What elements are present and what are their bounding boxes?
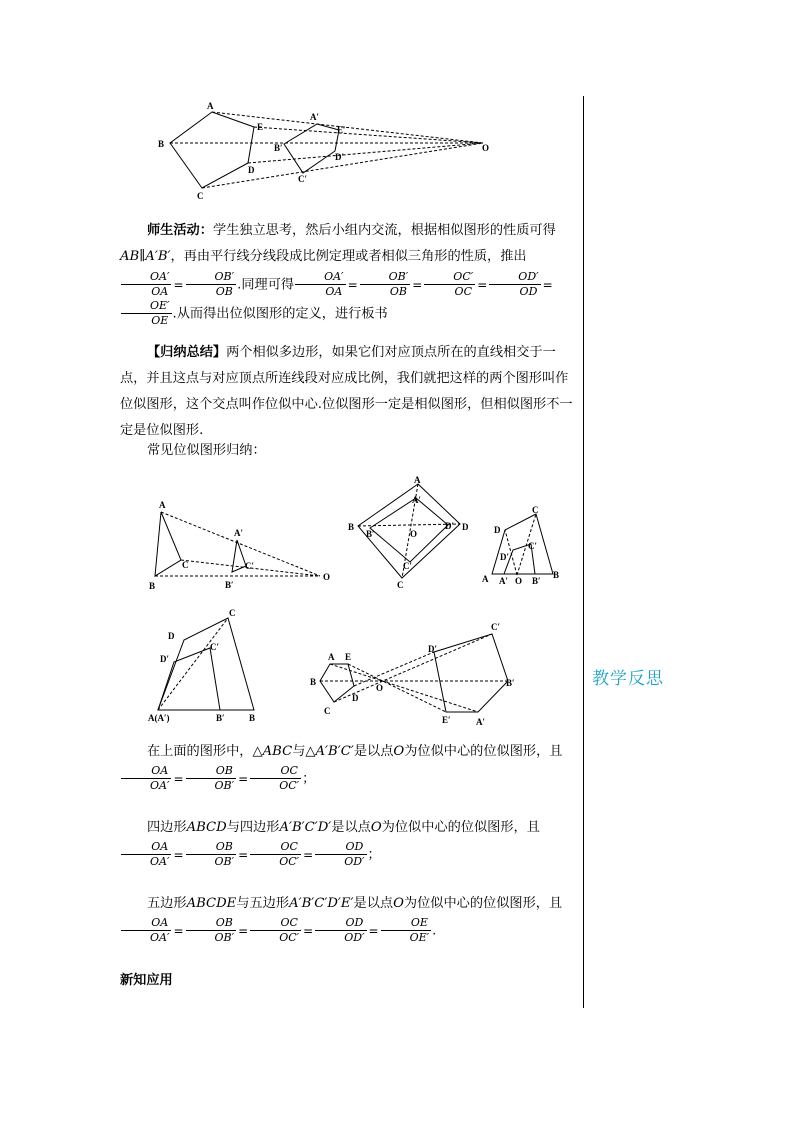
quadrilateral-homothety-paragraph: 四边形ABCD与四边形A′B′C′D′是以点O为位似中心的位似图形，且 $\frac{OA}{OA'}$ = $\frac{OB}{OB'}$ = $\frac{OC}{OC'}$ = $\frac{OD}{OD'}$ ； [120, 816, 578, 869]
fraction: $\frac{OC}{OC'}$ [250, 764, 301, 793]
column-divider [583, 96, 584, 1008]
label-B1: B′ [225, 580, 234, 590]
label-D: D [168, 631, 175, 641]
fraction: $\frac{OE}{OE'}$ [381, 916, 432, 945]
label-C: C [397, 580, 404, 590]
figure-trapezoid-homothety [478, 502, 570, 590]
pentagon-A1B1C1D1E1 [434, 634, 508, 712]
label-E1: E′ [442, 715, 451, 725]
summary-paragraph: 【归纳总结】两个相似多边形，如果它们对应顶点所在的直线相交于一点，并且这点与对应顶点所连线段对应成比例，我们就把这样的两个图形叫作位似图形，这个交点叫作位似中心.位似图形一定是相似图形，但相似图形不一定是位似图形. [120, 345, 573, 438]
label-B1: B′ [366, 529, 375, 539]
fraction: $\frac{OD}{OD'}$ [315, 840, 366, 869]
label-B: B [149, 581, 156, 591]
label-B1: B′ [532, 576, 541, 586]
fraction: $\frac{OA'}{OA}$ [121, 270, 171, 299]
label-B: B [553, 570, 560, 580]
label-C: C [182, 560, 189, 570]
label-C: C [197, 191, 204, 200]
label-C1: C′ [403, 561, 413, 571]
label-E1: E′ [337, 125, 346, 135]
label-O: O [482, 143, 490, 153]
label-E: E [257, 122, 264, 132]
figure-pentagon-opposite [308, 620, 523, 730]
fraction: $\frac{OD}{OD'}$ [315, 916, 366, 945]
label-O: O [410, 529, 418, 539]
activity-label: 师生活动： [147, 223, 213, 238]
sidebar-title: 教学反思 [592, 669, 664, 689]
fraction: $\frac{OC'}{OC}$ [424, 270, 475, 299]
fraction: $\frac{OB}{OB'}$ [186, 840, 237, 869]
label-O: O [376, 683, 384, 693]
fraction: $\frac{OB'}{OB}$ [186, 270, 237, 299]
label-B1: B′ [216, 713, 225, 723]
figure-rhombus-homothety [344, 474, 479, 592]
label-C1: C′ [528, 541, 538, 551]
label-O: O [515, 576, 523, 586]
triangle-homothety-paragraph: 在上面的图形中，△ABC与△A′B′C′是以点O为位似中心的位似图形，且 $\frac{OA}{OA'}$ = $\frac{OB}{OB'}$ = $\frac{OC}{OC'}$ ； [120, 740, 578, 793]
quad-A1B1C1D1 [370, 498, 448, 562]
label-C: C [229, 608, 236, 618]
label-A: A [159, 500, 166, 510]
label-B: B [348, 522, 355, 532]
fraction: $\frac{OB'}{OB}$ [360, 270, 411, 299]
label-A: A [207, 101, 214, 111]
activity-paragraph: 师生活动：学生独立思考，然后小组内交流，根据相似图形的性质可得AB∥A′B′，再由平行线分线段成比例定理或者相似三角形的性质，推出 $\frac{OA'}{OA}$ = $\frac{OB'}{OB}$ .同理可得 $\frac{OA'}{OA}$ = $\frac{OB'}{OB}$ = $\frac{OC'}{OC}$ = $\frac{OD'}{OD}$ = $\frac{OE'}{OE}$ .从而得出位似图形的定义，进行板书 [120, 223, 556, 327]
label-D1: D′ [428, 644, 438, 654]
label-D: D [352, 693, 359, 703]
label-C: C [532, 505, 539, 515]
label-E: E [345, 652, 352, 662]
label-A: A(A′) [148, 713, 170, 723]
label-A: A [328, 652, 335, 662]
common-figures-heading: 常见位似图形归纳： [147, 443, 266, 458]
pentagon-ABCDE [170, 112, 254, 188]
label-C1: C′ [298, 174, 308, 184]
label-D1: D′ [445, 521, 455, 531]
label-B: B [158, 139, 165, 149]
label-C1: C′ [210, 642, 220, 652]
fraction: $\frac{OB}{OB'}$ [186, 764, 237, 793]
figure-triangle-homothety [145, 496, 340, 594]
pentagon-ABCDE [320, 664, 354, 702]
fraction: $\frac{OE'}{OE}$ [121, 299, 172, 328]
label-A1: A′ [476, 717, 486, 727]
figure-quad-shared-vertex [146, 606, 266, 724]
label-B: B [310, 677, 317, 687]
fraction: $\frac{OC}{OC'}$ [250, 916, 301, 945]
label-B1: B′ [506, 678, 515, 688]
label-D1: D′ [335, 152, 345, 162]
new-knowledge-heading: 新知应用 [120, 973, 173, 988]
fraction: $\frac{OA'}{OA}$ [295, 270, 345, 299]
label-C1: C′ [491, 622, 501, 632]
fraction: $\frac{OA}{OA'}$ [121, 764, 171, 793]
label-B1: B′ [274, 143, 283, 153]
fraction: $\frac{OA}{OA'}$ [121, 916, 171, 945]
label-A1: A′ [499, 576, 509, 586]
figure-pentagon-homothety [150, 98, 500, 200]
label-C1: C′ [245, 561, 255, 571]
quad-ABCD [492, 514, 553, 574]
label-O: O [323, 572, 331, 582]
label-D: D [248, 165, 255, 175]
label-D1: D′ [160, 654, 170, 664]
fraction: $\frac{OC}{OC'}$ [250, 840, 301, 869]
fraction: $\frac{OD'}{OD}$ [489, 270, 540, 299]
triangle-A1B1C1 [232, 540, 246, 572]
label-A1: A′ [234, 528, 244, 538]
label-D: D [494, 525, 501, 535]
label-B: B [249, 713, 256, 723]
label-A1: A′ [412, 495, 422, 505]
label-A: A [414, 475, 421, 485]
label-A1: A′ [310, 112, 320, 122]
label-D: D [462, 522, 469, 532]
label-D1: D′ [500, 552, 510, 562]
fraction: $\frac{OA}{OA'}$ [121, 840, 171, 869]
fraction: $\frac{OB}{OB'}$ [186, 916, 237, 945]
summary-label: 【归纳总结】 [147, 345, 227, 360]
triangle-ABC [155, 512, 181, 576]
label-A: A [482, 574, 489, 584]
label-C: C [324, 706, 331, 716]
pentagon-homothety-paragraph: 五边形ABCDE与五边形A′B′C′D′E′是以点O为位似中心的位似图形，且 $\frac{OA}{OA'}$ = $\frac{OB}{OB'}$ = $\frac{OC}{OC'}$ = $\frac{OD}{OD'}$ = $\frac{OE}{OE'}$ . [120, 892, 578, 945]
